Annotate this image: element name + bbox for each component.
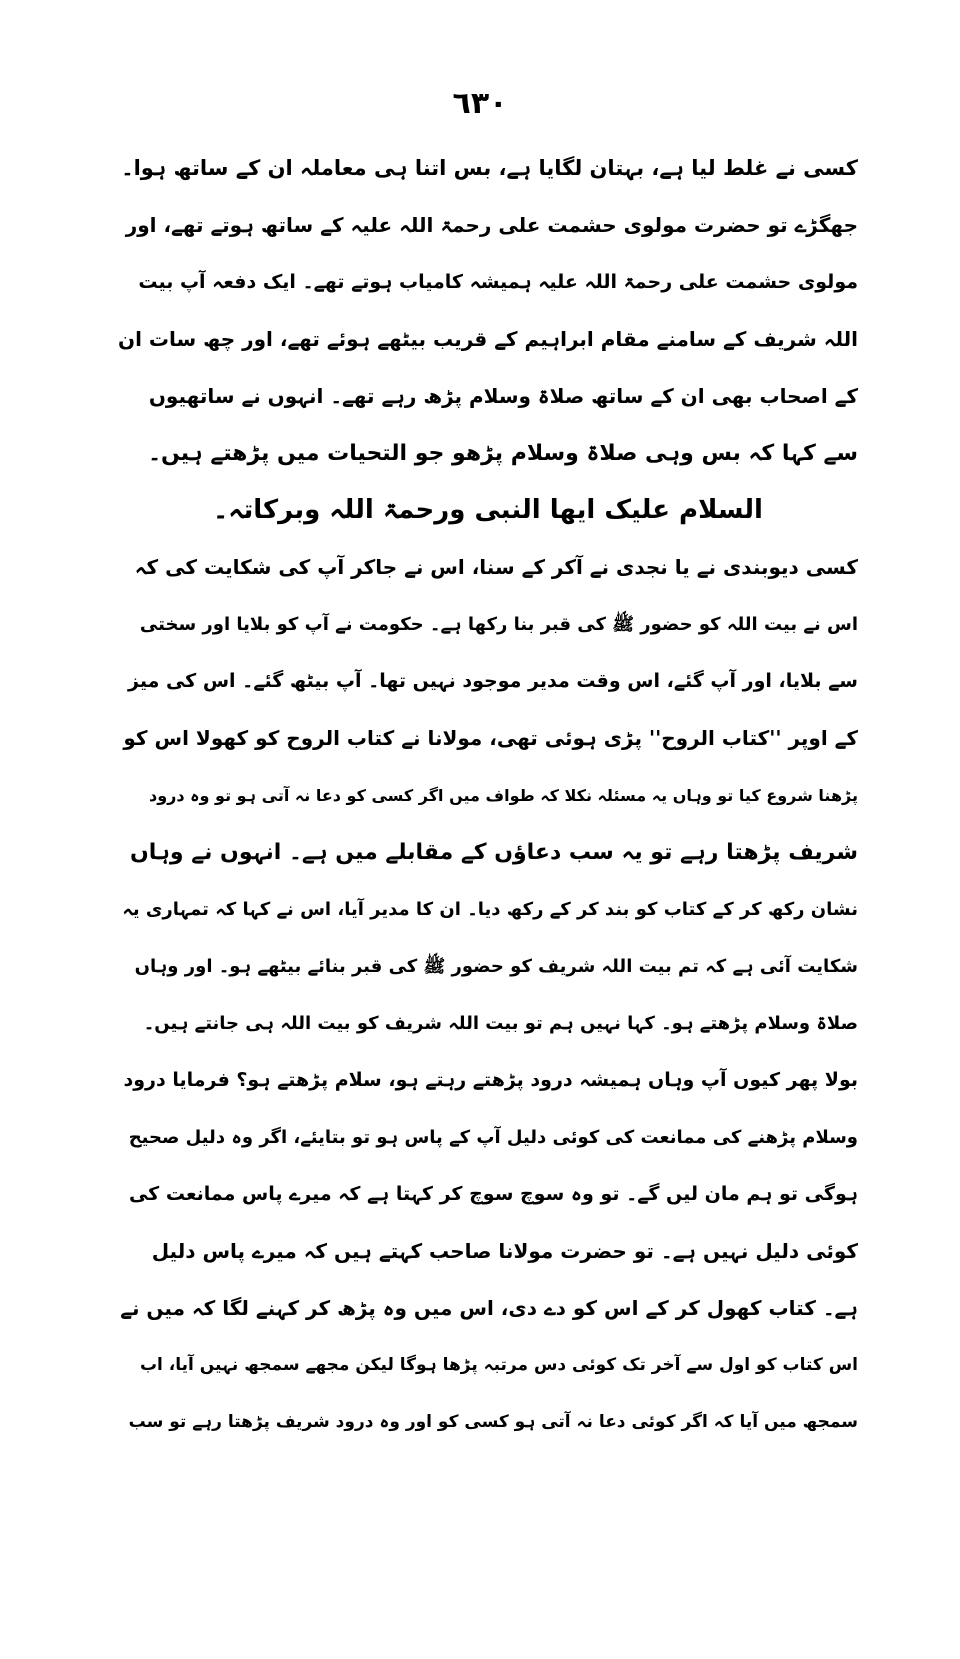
page-number: ٦٣٠ (452, 86, 508, 121)
text-line: کسی دیوبندی نے یا نجدی نے آکر کے سنا، اس نے جاکر آپ کی شکایت کی کہ (134, 555, 858, 579)
text-line: اس کتاب کو اول سے آخر تک کوئی دس مرتبہ پڑھا ہوگا لیکن مجھے سمجھ نہیں آیا، اب (139, 1355, 858, 1375)
text-line: جھگڑے تو حضرت مولوی حشمت علی رحمۃ اللہ علیہ کے ساتھ ہوتے تھے، اور (125, 213, 858, 237)
text-line: سمجھ میں آیا کہ اگر کوئی دعا نہ آتی ہو کسی کو اور وہ درود شریف پڑھتا رہے تو سب (128, 1412, 858, 1432)
text-line: کے اوپر ''کتاب الروح'' پڑی ہوئی تھی، مولانا نے کتاب الروح کو کھولا اس کو (123, 726, 858, 750)
text-line: صلاۃ وسلام پڑھتے ہو۔ کہا نہیں ہم تو بیت اللہ شریف کو بیت اللہ ہی جانتے ہیں۔ (143, 1013, 858, 1034)
text-line: ہے۔ کتاب کھول کر کے اس کو دے دی، اس میں وہ پڑھ کر کہنے لگا کہ میں نے (120, 1296, 858, 1320)
body-text (118, 140, 858, 1451)
text-line: کوئی دلیل نہیں ہے۔ تو حضرت مولانا صاحب کہتے ہیں کہ میرے پاس دلیل (151, 1239, 858, 1263)
text-line: نشان رکھ کر کے کتاب کو بند کر کے رکھ دیا۔ ان کا مدیر آیا، اس نے کہا کہ تمہاری یہ (122, 899, 858, 920)
text-line: بولا پھر کیوں آپ وہاں ہمیشہ درود پڑھتے رہتے ہو، سلام پڑھتے ہو؟ فرمایا درود (123, 1069, 858, 1091)
text-line: سے کہا کہ بس وہی صلاۃ وسلام پڑھو جو التحیات میں پڑھتے ہیں۔ (148, 441, 858, 466)
salutation-line: السلام علیک ایھا النبی ورحمۃ اللہ وبرکاتہ۔ (213, 495, 763, 525)
text-line: اللہ شریف کے سامنے مقام ابراہیم کے قریب بیٹھے ہوئے تھے، اور چھ سات ان (118, 327, 858, 351)
text-line: وسلام پڑھنے کی ممانعت کی کوئی دلیل آپ کے پاس ہو تو بتایئے، اگر وہ دلیل صحیح (128, 1127, 858, 1148)
text-line: مولوی حشمت علی رحمۃ اللہ علیہ ہمیشہ کامیاب ہوتے تھے۔ ایک دفعہ آپ بیت (138, 271, 858, 293)
text-line: پڑھنا شروع کیا تو وہاں یہ مسئلہ نکلا کہ طواف میں اگر کسی کو دعا نہ آتی ہو تو وہ درود (149, 786, 858, 805)
text-line: سے بلایا، اور آپ گئے، اس وقت مدیر موجود نہیں تھا۔ آپ بیٹھ گئے۔ اس کی میز (128, 670, 858, 692)
text-line: ہوگی تو ہم مان لیں گے۔ تو وہ سوچ سوچ کر کہتا ہے کہ میرے پاس ممانعت کی (128, 1183, 858, 1205)
text-line: کے اصحاب بھی ان کے ساتھ صلاۃ وسلام پڑھ رہے تھے۔ انہوں نے ساتھیوں (148, 384, 858, 408)
text-line: کسی نے غلط لیا ہے، بہتان لگایا ہے، بس اتنا ہی معاملہ ان کے ساتھ ہوا۔ (121, 156, 858, 180)
text-line: شریف پڑھتا رہے تو یہ سب دعاؤں کے مقابلے میں ہے۔ انہوں نے وہاں (129, 840, 858, 865)
text-line: اس نے بیت اللہ کو حضور ﷺ کی قبر بنا رکھا ہے۔ حکومت نے آپ کو بلایا اور سختی (139, 614, 858, 635)
text-line: شکایت آئی ہے کہ تم بیت اللہ شریف کو حضور ﷺ کی قبر بنائے بیٹھے ہو۔ اور وہاں (134, 956, 858, 977)
